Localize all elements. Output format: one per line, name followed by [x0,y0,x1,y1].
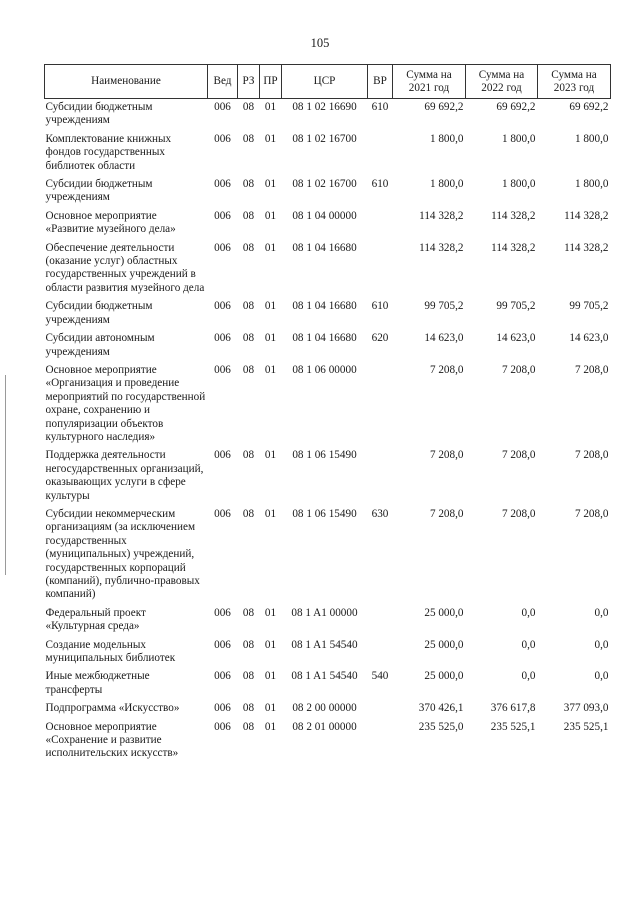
cell-name: Субсидии бюджетным учреждениям [45,178,153,204]
cell-sum-2021: 235 525,0 [418,720,464,733]
cell-sum-2021: 25 000,0 [424,606,464,619]
cell-vr: 610 [371,300,389,313]
cell-sum-2021: 1 800,0 [429,178,464,191]
cell-ved: 006 [214,300,231,313]
cell-ved: 006 [214,241,231,254]
cell-csr: 08 1 02 16700 [292,178,357,191]
cell-ved: 006 [214,332,231,345]
cell-sum-2021: 7 208,0 [429,449,464,462]
cell-rz: 08 [242,638,255,651]
cell-sum-2023: 377 093,0 [563,702,609,715]
cell-sum-2023: 0,0 [594,670,609,683]
table-row [45,639,611,671]
cell-name: Поддержка деятельности негосударственных организаций, оказывающих услуги в сфере культуры [45,449,204,502]
cell-vr: 620 [371,332,389,345]
cell-sum-2021: 7 208,0 [429,507,464,520]
scan-margin-mark [5,375,6,575]
header-rz: РЗ [238,65,260,99]
cell-csr: 08 1 06 15490 [292,449,357,462]
cell-sum-2021: 25 000,0 [424,638,464,651]
cell-vr: 540 [371,670,389,683]
cell-sum-2022: 114 328,2 [491,241,536,254]
cell-sum-2022: 7 208,0 [501,449,536,462]
cell-name: Федеральный проект «Культурная среда» [45,606,146,633]
cell-sum-2023: 0,0 [594,638,609,651]
cell-sum-2022: 0,0 [521,638,536,651]
cell-sum-2022: 235 525,1 [490,720,536,733]
cell-name: Комплектование книжных фондов государственных библиотек области [45,132,172,172]
cell-sum-2022: 7 208,0 [501,507,536,520]
cell-ved: 006 [214,507,231,520]
cell-pr: 01 [264,702,277,715]
cell-vr [368,133,393,178]
cell-sum-2023: 7 208,0 [574,507,609,520]
cell-sum-2021: 99 705,2 [424,300,464,313]
table-row [45,508,611,607]
cell-pr: 01 [264,670,277,683]
cell-rz: 08 [242,300,255,313]
cell-sum-2021: 69 692,2 [424,101,464,113]
table-row [45,721,611,766]
cell-sum-2023: 7 208,0 [574,363,609,376]
page-number: 105 [310,36,330,50]
cell-name: Основное мероприятие «Организация и проведение мероприятий по государственной охране, сохранению и популяризации объектов культурного наследия» [45,363,206,443]
table-row [45,670,611,702]
cell-rz: 08 [242,670,255,683]
cell-pr: 01 [264,300,277,313]
cell-sum-2023: 235 525,1 [563,720,609,733]
cell-rz: 08 [242,720,255,733]
cell-sum-2023: 99 705,2 [569,300,609,313]
cell-csr: 08 1 04 16680 [292,300,357,313]
header-sum-2022: Сумма на 2022 год [466,65,538,99]
cell-sum-2021: 114 328,2 [419,209,464,222]
cell-rz: 08 [242,702,255,715]
cell-name: Иные межбюджетные трансферты [45,670,150,696]
cell-csr: 08 1 04 16680 [292,241,357,254]
cell-ved: 006 [214,101,231,113]
cell-rz: 08 [242,132,255,145]
cell-csr: 08 1 A1 54540 [291,638,358,651]
table-row [45,332,611,364]
cell-name: Подпрограмма «Искусство» [45,702,180,715]
cell-sum-2022: 1 800,0 [501,132,536,145]
cell-pr: 01 [264,178,277,191]
cell-sum-2022: 14 623,0 [496,332,536,345]
cell-ved: 006 [214,638,231,651]
cell-sum-2023: 1 800,0 [574,178,609,191]
budget-table [44,64,611,766]
cell-rz: 08 [242,449,255,462]
cell-vr: 630 [371,507,389,520]
cell-ved: 006 [214,132,231,145]
cell-csr: 08 2 00 00000 [292,702,357,715]
cell-rz: 08 [242,507,255,520]
cell-name: Создание модельных муниципальных библиотек [45,638,176,665]
table-row [45,300,611,332]
cell-vr [368,702,393,720]
cell-csr: 08 1 A1 00000 [291,606,358,619]
cell-sum-2023: 0,0 [594,606,609,619]
table-row [45,133,611,178]
cell-vr [368,210,393,242]
cell-sum-2022: 114 328,2 [491,209,536,222]
header-pr: ПР [260,65,282,99]
cell-sum-2022: 1 800,0 [501,178,536,191]
cell-pr: 01 [264,209,277,222]
header-csr: ЦСР [282,65,368,99]
cell-sum-2021: 25 000,0 [424,670,464,683]
cell-vr [368,364,393,449]
cell-pr: 01 [264,638,277,651]
header-row [45,65,611,99]
cell-vr [368,242,393,301]
table-row [45,607,611,639]
cell-vr [368,449,393,508]
cell-rz: 08 [242,332,255,345]
cell-csr: 08 1 02 16690 [292,101,357,113]
table-header [45,65,611,99]
cell-pr: 01 [264,720,277,733]
cell-csr: 08 1 02 16700 [292,132,357,145]
cell-name: Субсидии некоммерческим организациям (за исключением государственных (муниципальных) учреждений, государственных корпораций (компаний), публично-правовых компаний) [45,507,200,601]
cell-sum-2021: 370 426,1 [418,702,464,715]
cell-sum-2023: 14 623,0 [569,332,609,345]
table-row [45,702,611,720]
cell-rz: 08 [242,178,255,191]
cell-sum-2021: 14 623,0 [424,332,464,345]
cell-rz: 08 [242,241,255,254]
cell-sum-2022: 69 692,2 [496,101,536,113]
cell-sum-2022: 376 617,8 [490,702,536,715]
table-row [45,99,611,133]
cell-sum-2022: 0,0 [521,606,536,619]
cell-csr: 08 2 01 00000 [292,720,357,733]
cell-sum-2022: 7 208,0 [501,363,536,376]
cell-sum-2021: 7 208,0 [429,363,464,376]
cell-sum-2023: 7 208,0 [574,449,609,462]
cell-pr: 01 [264,606,277,619]
cell-rz: 08 [242,209,255,222]
table-row [45,210,611,242]
cell-pr: 01 [264,241,277,254]
header-sum-2021: Сумма на 2021 год [393,65,466,99]
header-vr: ВР [368,65,393,99]
cell-sum-2021: 114 328,2 [419,241,464,254]
cell-csr: 08 1 06 15490 [292,507,357,520]
cell-rz: 08 [242,363,255,376]
cell-vr [368,639,393,671]
cell-ved: 006 [214,606,231,619]
header-ved: Вед [208,65,238,99]
cell-ved: 006 [214,720,231,733]
cell-sum-2022: 0,0 [521,670,536,683]
cell-ved: 006 [214,209,231,222]
cell-vr: 610 [371,178,389,191]
cell-csr: 08 1 A1 54540 [291,670,358,683]
cell-pr: 01 [264,449,277,462]
cell-sum-2022: 99 705,2 [496,300,536,313]
cell-rz: 08 [242,606,255,619]
cell-ved: 006 [214,670,231,683]
cell-csr: 08 1 04 16680 [292,332,357,345]
table-row [45,449,611,508]
cell-name: Субсидии бюджетным учреждениям [45,300,153,326]
cell-vr [368,607,393,639]
cell-name: Основное мероприятие «Сохранение и развитие исполнительских искусств» [45,720,179,760]
cell-name: Основное мероприятие «Развитие музейного дела» [45,209,176,236]
cell-pr: 01 [264,507,277,520]
cell-name: Субсидии автономным учреждениям [45,332,155,358]
table-body [45,99,611,766]
cell-rz: 08 [242,101,255,113]
table-row [45,178,611,210]
cell-name: Обеспечение деятельности (оказание услуг) областных государственных учреждений в области развития музейного дела [45,241,205,294]
cell-sum-2023: 1 800,0 [574,132,609,145]
cell-pr: 01 [264,363,277,376]
header-name: Наименование [45,65,208,99]
header-sum-2023: Сумма на 2023 год [538,65,611,99]
cell-sum-2023: 69 692,2 [569,101,609,113]
cell-ved: 006 [214,702,231,715]
cell-csr: 08 1 06 00000 [292,363,357,376]
cell-ved: 006 [214,178,231,191]
cell-sum-2023: 114 328,2 [564,209,609,222]
cell-vr: 610 [371,101,389,113]
table-row [45,364,611,449]
cell-ved: 006 [214,449,231,462]
cell-pr: 01 [264,332,277,345]
cell-sum-2021: 1 800,0 [429,132,464,145]
cell-csr: 08 1 04 00000 [292,209,357,222]
cell-vr [368,721,393,766]
cell-sum-2023: 114 328,2 [564,241,609,254]
table-row [45,242,611,301]
cell-name: Субсидии бюджетным учреждениям [45,101,153,127]
cell-pr: 01 [264,132,277,145]
cell-pr: 01 [264,101,277,113]
cell-ved: 006 [214,363,231,376]
